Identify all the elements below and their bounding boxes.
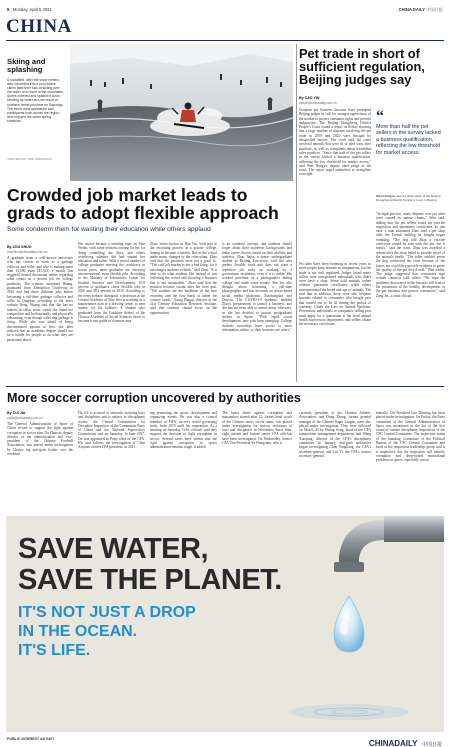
- corruption-email: cuijia@chinadaily.com.cn: [7, 416, 43, 420]
- pet-byline: By CAO YIN: [299, 96, 320, 100]
- water-ad: [6, 516, 444, 732]
- crowded-email: zoushuo@chinadaily.com.cn: [7, 250, 48, 254]
- pet-quote-icon: “: [376, 108, 384, 125]
- skiing-photo: [70, 44, 293, 181]
- pet-quote-name: Wen Hongyu,: [376, 194, 396, 198]
- pet-column-2: Pet sales have been booming in recent years as more people keep animals as companions, but the trade is not well regulated. Judges found many sellers were unregistered individuals who didn't even have a shop. Some sold animals online without quarantine certificates, while others misrepresented the breed and age of animals. The said that in addition, there were also frequent lawsuits related to consumers who bought pets that turned out to be ill during the period of warranty. Under the Law on Animal Epidemic Prevention, individuals or companies selling pets must apply for a quarantine at the local animal health supervision department, and sellers obtain the necessary certificates.: [299, 262, 371, 327]
- section-title: CHINA: [6, 16, 72, 37]
- crowded-column-4: is an outdated concept, and students should forget about their academic backgrounds and make career choices based on their abilities and interests. Zhao Jiajia, a senior undergraduate student at Beijing University, said she also prefers flexible work and does not want a repetitive job early on working for a government institution, even if it is stable. She worked part-time as a photographer during college and made some money. She has also thought about becoming a full-time photographer and has accounts on photo-based social media platforms Xiaohongshu and Douyin. The COVID-19 epidemic enabled Zhao's preparations to launch a business, and she has not been able to attract many followers, so she has decided to pursue postgraduate studies in Spain. "With rapid social development, new jobs keep emerging. College students nowadays have access to more information online, so their horizons are wider.": [222, 242, 292, 332]
- skiing-headline: Skiing and splashing: [7, 57, 46, 74]
- pet-headline: Pet trade in short of sufficient regulation, Beijing judges say: [299, 46, 425, 88]
- corruption-column-3: ing promoting the sports' development and organizing events. He was also a council member of FIFA, soccer's world governing body, from 2019 until his suspension. At a meeting on Saturday, GAS officials said they support the decision to fight corruption in soccer. Several cases have shown that the fight against corruption in sports administration remains tough, it added.: [150, 411, 217, 450]
- pet-quote-title: deputy chief judge of the Beijing Dongcheng District People's Court in Beijing: [376, 194, 441, 202]
- ad-tagline-2: IN THE OCEAN.: [18, 623, 138, 640]
- corruption-headline: More soccer corruption uncovered by authorities: [7, 391, 301, 405]
- skiing-caption: A snowfield, after the snow melted, was converted into a pool where skiers tried their luck at sliding over the water at a resort in the mountains. Skiers cheered and splashed down, sending up water at a ski resort in northern Hebei province on Saturday. The event drew spectators and participants from across the region, who enjoyed the warm spring sunshine.: [7, 78, 64, 123]
- pet-quote-attribution: [376, 195, 445, 202]
- corruption-column-2: Du, 63, is accused of seriously violating laws and disciplines and is subject to disciplinary review, the Central Commission for Discipline Inspection of the Communist Party of China and the National Supervisory Commission said on Saturday. In June 2017, Du was appointed as Party chief of the CFA. His case follows the investigation of Chen Xuyuan, former CFA president, in 2023.: [78, 411, 145, 450]
- crowded-subhead: Some condemn them for wasting their education while others applaud: [7, 226, 211, 233]
- crowded-column-2: Her choice became a trending topic on Sina Weibo, with some netizens rooting for her for doing something she likes, and others wondering whether she had wasted her education and talent. With a record number of college graduates entering the workforce in recent years, more graduates are choosing unconventional, more flexible jobs. According to the Ministry of Education's Center for Student Services and Development, 45.8 percent of graduates chose flexible jobs in 2020 and 38.2 percent in 2019. According to the news website chinagotit, a professor at the Central Academy of Fine Arts is working as a maintenance man at a drawing center to earn money for his hobbies. A student who graduated from the Graduate School of the Chinese Academy of Social Sciences chose to become a tour guide in a remote area.: [78, 242, 145, 324]
- skiing-credit: YANG SHIYAO / FOR CHINA DAILY: [7, 157, 53, 161]
- mid-rule: [6, 386, 444, 387]
- paper-name: CHINA DAILY: [398, 7, 426, 12]
- faucet-droplet-graphic: [234, 516, 444, 732]
- footer-brand: [369, 733, 442, 747]
- footer-ad-label: PUBLIC INTEREST AD 0407: [7, 737, 55, 741]
- pet-column-1: Frequent pet business lawsuits have prompted Beijing judges to call for stronger supervision of the market to protect consumer rights and prevent malpractice. The Beijing Dongcheng District People's Court issued a report on Friday showing that a large number of disputes involving the pet trade in 2019 and 2020 were brought by dissatisfied buyers. The court said the cases involved animals that were ill or died soon after purchase, as well as complaints about fraudulent sales practices. "Since that half of the pet sellers in the survey lacked a business qualification, reflecting the low threshold for market access," said Wen Hongyu, deputy chief judge of the court. The report urged authorities to strengthen oversight.: [299, 108, 371, 177]
- paper-name-cn: 中国日报: [426, 7, 443, 12]
- ad-headline-2: SAVE THE PLANET.: [18, 564, 282, 596]
- footer-brand-name: CHINADAILY: [368, 739, 418, 747]
- pet-email: caoyin@chinadaily.com.cn: [299, 101, 337, 105]
- ad-tagline-1: IT'S NOT JUST A DROP: [18, 604, 196, 621]
- crowded-headline: Crowded job market leads to grads to adopt flexible approach: [7, 185, 279, 224]
- crowded-column-3: Zhao, better known as Han Tao, took part in the recruiting process at a private college, hoping to become a teacher. But as the school made many changes to the curriculum, Zhao said that the positions were not a good fit. "The cold job market is not a bad thing, for it encourages students to think," said Zhao. "It is time to do what students like instead of just following the crowd and choosing a business that is not sustainable." Zhao said that the position became vacant after her boss quit. "The students are the backbone of the new economy and the first batch of talent the country needs," Xiong Bingqi, director of the 21st Century Education Research Institute, said that students should focus on the opportunities.: [150, 242, 217, 315]
- crowded-column-1: A graduate from a well-known university who has chosen to work as a garbage collector and seller, and who is making more than 10,000 yuan ($1,523) a month, has triggered heated discussion online regarding what counts as a decent job for college graduates. The woman, surnamed Huang, graduated from Zhengzhou University in 2016 and had three different jobs before becoming a full-time garbage collector and seller in Qingdao, according to the news website Ifeng. Huang said that she has no interest in office work, which she found too competitive and both mentally and physically exhausting, even though collecting garbage is tiring. While she was afraid of being discriminated against at first, she later realized that an academic degree should not be a hurdle for people to do what they are passionate about.: [7, 256, 73, 342]
- skiing-scene-graphic: [70, 44, 293, 181]
- page-header: 6 | Monday, April 5 2021 CHINA DAILY 中国日报: [7, 7, 443, 12]
- corruption-column-1: The General Administration of Sport of China vowed to support the fight against corruption in soccer after Du Zhaocai, deputy director of the administration and vice-president of the Chinese Football Association, was placed under investigation by China's top anti-graft bodies over the weekend.: [7, 422, 73, 457]
- ad-headline-1: SAVE WATER,: [18, 533, 208, 565]
- corruption-byline: By CUI JIA: [7, 411, 26, 415]
- header-rule: [6, 40, 444, 41]
- corruption-column-5: currently president of the Chinese Athletic Association, and Dong Zheng, former general manager of the Chinese Super League, were also placed under investigation. They were followed on March 26 by Huang Song, head of the CFA competition management department, and Wang Xiaoping, director of the CFA's disciplinary committee. In January, anti-graft authorities began investigating Chen Yongliang, the CFA's secretary-general, and Liu Yi, the CFA's former secretary-general.: [299, 411, 371, 458]
- ad-tagline-3: IT'S LIFE.: [18, 642, 91, 659]
- corruption-column-4: The latest battle against corruption and misconduct started after 12, former head coach of the Chinese men's soccer team, was placed under investigation for serious violations of laws and disciplines in November. Since then, eight current and former senior CFA officials have been investigated. On Wednesday, former CFA Vice-President Yu Hongchen, who is: [222, 411, 292, 446]
- issue-date: Monday, April 5 2021: [12, 7, 52, 12]
- crowded-byline: By ZOU SHUO: [7, 245, 32, 249]
- pet-divider: [296, 44, 297, 382]
- page-number: 6: [7, 7, 10, 12]
- pet-pull-quote: More than half the pet sellers in the survey lacked a business qualification, reflecting the low threshold for market access.: [376, 124, 441, 156]
- corruption-column-6: tentially, Chi President Gao Zhiming has been placed under investigation. On Friday, the Party committee of the General Administration of Sport was mentioned in the list of the first round of routine disciplinary inspections of the CPC Central Committee. The inspection teams of the Standing Committee of the Political Bureau of the CPC Central Committee and head of the inspection leadership group said it is imperative that the inspection will identify corruption and deep-rooted institutional problems in sports, especially soccer.: [376, 411, 445, 463]
- pet-column-3: "In legal practice, many disputes over pet sales were caused by untrue claims," Wen said, adding that the pet sellers could not provide inspection and quarantine certificates. In one case, a man surnamed Zhao sued a pet shop after the French bulldog he bought began vomiting. "The dog told Zhao a vaccine certificate would be sent with the pet, but it wasn't," said the court. Zhao was awarded a refund after the shop failed to provide proof of the animal's health. "The seller couldn't prove the dog contracted the virus because of the buyer, nor could they provide evidence to prove the quality of the pet they'd sold," Wen added. The judge suggested that consumers sign written contracts with sellers. "We hope the problems discovered in the lawsuits will lead to the promotion of the healthy development of the pet business and protect consumers," said Zang Jie, a court official.: [376, 212, 445, 298]
- footer-brand-cn: 中国日报: [421, 742, 442, 747]
